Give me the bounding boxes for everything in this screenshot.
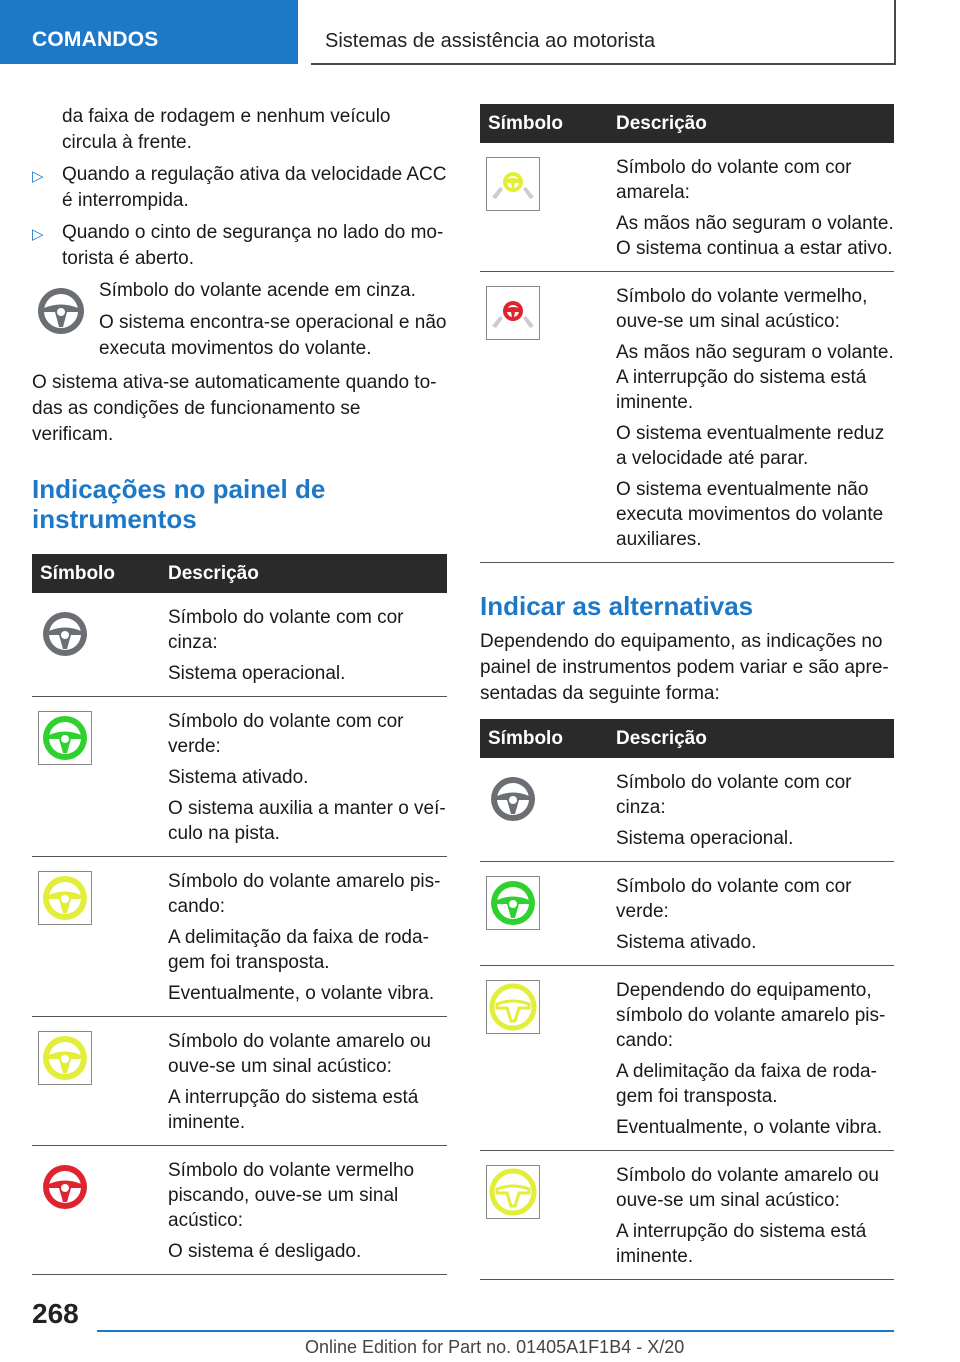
steering-wheel-green-icon	[38, 711, 92, 765]
description-line: O sistema eventualmente reduz a velocidade até parar.	[616, 423, 885, 469]
description-line: Sistema ativado.	[168, 767, 309, 788]
description-line: Sistema operacional.	[168, 663, 346, 684]
grey-note-line: O sistema encontra-se operacional e não executa movimentos do volante.	[99, 312, 447, 359]
intro-text: da faixa de rodagem e nenhum veículo circula à frente.	[62, 106, 391, 153]
hands-wheel-red-icon	[486, 286, 540, 340]
table-row	[480, 966, 894, 1151]
steering-wheel-yellow-outline-icon	[486, 1165, 540, 1219]
description-line: Símbolo do volante com cor verde:	[616, 876, 852, 922]
page-number: 268	[32, 1298, 79, 1329]
description-line: As mãos não seguram o volante. A interrupção do sistema está iminente.	[616, 342, 894, 413]
column-header-symbol: Símbolo	[480, 104, 616, 143]
description-line: Sistema operacional.	[616, 828, 794, 849]
description-line: Símbolo do volante amarelo piscando:	[168, 871, 441, 917]
description-cell	[168, 593, 447, 697]
symbol-cell	[32, 697, 168, 857]
table-row	[480, 862, 894, 966]
description-line: Sistema ativado.	[616, 932, 757, 953]
column-header-symbol: Símbolo	[480, 719, 616, 758]
column-header-symbol: Símbolo	[32, 554, 168, 593]
auto-activation-text: O sistema ativa-se automaticamente quando todas as condições de funcionamento se verificam.	[32, 372, 437, 445]
table-header-row	[480, 719, 894, 758]
left-column	[32, 104, 447, 1275]
steering-wheel-yellow-outline-icon	[486, 980, 540, 1034]
symbol-cell	[480, 143, 616, 272]
edition-text: Online Edition for Part no. 01405A1F1B4 - X/20	[305, 1337, 685, 1357]
description-line: A delimitação da faixa de rodagem foi transposta.	[616, 1061, 877, 1107]
description-line: As mãos não seguram o volante. O sistema continua a estar ativo.	[616, 213, 894, 259]
description-line: A interrupção do sistema está iminente.	[616, 1221, 867, 1267]
section-title: COMANDOS	[32, 28, 159, 51]
description-cell	[616, 966, 894, 1151]
steering-wheel-grey-icon	[38, 607, 92, 661]
section-heading: Indicações no painel de instrumentos	[32, 474, 326, 534]
steering-wheel-green-icon	[486, 876, 540, 930]
column-header-description: Descrição	[616, 719, 894, 758]
description-cell	[616, 1151, 894, 1280]
table-row	[480, 1151, 894, 1280]
description-line: Símbolo do volante vermelho piscando, ouve-se um sinal acústico:	[168, 1160, 415, 1231]
bullet-text: Quando a regulação ativa da velocidade ACC é interrompida.	[62, 164, 447, 211]
table-row	[480, 758, 894, 862]
description-line: Símbolo do volante com cor cinza:	[616, 772, 852, 818]
symbol-cell	[32, 1146, 168, 1275]
grey-symbol-note	[32, 278, 447, 362]
symbol-cell	[32, 593, 168, 697]
description-cell	[616, 143, 894, 272]
description-line: A delimitação da faixa de rodagem foi transposta.	[168, 927, 429, 973]
description-line: Símbolo do volante com cor verde:	[168, 711, 404, 757]
symbol-table	[32, 554, 447, 1275]
bullet-text: Quando o cinto de segurança no lado do motorista é aberto.	[62, 222, 444, 269]
steering-wheel-grey-icon	[486, 772, 540, 826]
symbol-cell	[32, 1017, 168, 1146]
hands-wheel-yellow-icon	[486, 157, 540, 211]
table-row	[32, 1017, 447, 1146]
table-row	[480, 272, 894, 563]
description-line: O sistema auxilia a manter o veículo na pista.	[168, 798, 446, 844]
symbol-cell	[480, 272, 616, 563]
right-table1-body	[480, 143, 894, 563]
alternatives-intro: Dependendo do equipamento, as indicações no painel de instrumentos podem variar e são apresentadas da seguinte forma:	[480, 631, 889, 704]
description-cell	[168, 857, 447, 1017]
symbol-cell	[480, 862, 616, 966]
steering-wheel-yellow-icon	[38, 871, 92, 925]
symbol-cell	[480, 758, 616, 862]
left-table-body	[32, 593, 447, 1275]
description-line: A interrupção do sistema está iminente.	[168, 1087, 419, 1133]
description-line: Símbolo do volante vermelho, ouve-se um sinal acústico:	[616, 286, 868, 332]
hands-off-table	[480, 104, 894, 563]
right-column	[480, 104, 894, 1280]
table-header-row	[32, 554, 447, 593]
grey-note-line: Símbolo do volante acende em cinza.	[99, 280, 416, 301]
description-line: Eventualmente, o volante vibra.	[616, 1117, 883, 1138]
section-heading: Indicar as alternativas	[480, 591, 754, 621]
symbol-cell	[480, 966, 616, 1151]
description-line: Símbolo do volante com cor amarela:	[616, 157, 852, 203]
symbol-cell	[32, 857, 168, 1017]
description-line: Símbolo do volante com cor cinza:	[168, 607, 404, 653]
chapter-title: Sistemas de assistência ao motorista	[325, 30, 656, 52]
steering-wheel-grey-icon	[34, 284, 88, 338]
symbol-cell	[480, 1151, 616, 1280]
description-cell	[168, 697, 447, 857]
chapter-header	[311, 0, 896, 65]
bullet-triangle-icon: ▷	[32, 168, 44, 185]
description-cell	[616, 758, 894, 862]
column-header-description: Descrição	[616, 104, 894, 143]
description-line: O sistema eventualmente não executa movimentos do volante auxiliares.	[616, 479, 884, 550]
footer-divider	[97, 1330, 894, 1332]
description-line: O sistema é desligado.	[168, 1241, 362, 1262]
bullet-triangle-icon: ▷	[32, 226, 44, 243]
table-header-row	[480, 104, 894, 143]
section-tab	[0, 0, 298, 64]
column-header-description: Descrição	[168, 554, 447, 593]
alternatives-table	[480, 719, 894, 1280]
list-item	[32, 220, 447, 272]
description-cell	[616, 272, 894, 563]
description-line: Dependendo do equipamento, símbolo do volante amarelo piscando:	[616, 980, 886, 1051]
table-row	[32, 1146, 447, 1275]
description-line: Símbolo do volante amarelo ou ouve-se um sinal acústico:	[168, 1031, 431, 1077]
table-row	[32, 593, 447, 697]
table-row	[480, 143, 894, 272]
right-table2-body	[480, 758, 894, 1280]
description-line: Símbolo do volante amarelo ou ouve-se um sinal acústico:	[616, 1165, 879, 1211]
description-line: Eventualmente, o volante vibra.	[168, 983, 435, 1004]
description-cell	[168, 1017, 447, 1146]
description-cell	[168, 1146, 447, 1275]
table-row	[32, 857, 447, 1017]
steering-wheel-yellow-icon	[38, 1031, 92, 1085]
steering-wheel-red-icon	[38, 1160, 92, 1214]
description-cell	[616, 862, 894, 966]
list-item	[32, 162, 447, 214]
table-row	[32, 697, 447, 857]
